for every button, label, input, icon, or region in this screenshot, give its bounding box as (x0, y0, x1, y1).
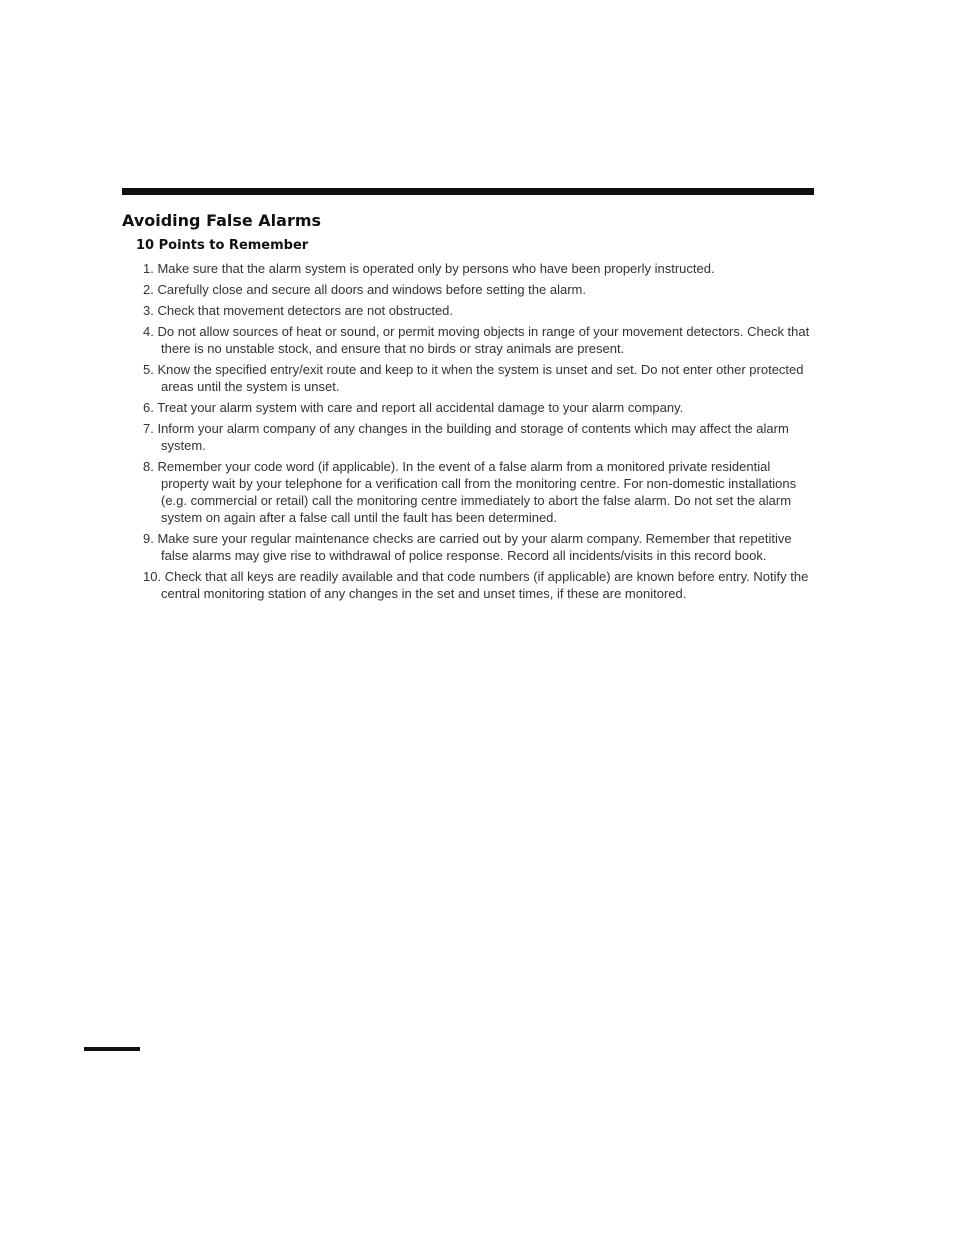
list-item-number: 9. (143, 531, 154, 546)
list-item-number: 3. (143, 303, 154, 318)
list-item-text: Check that all keys are readily available and that code numbers (if applicable) are known before entry. Notify the central monitoring station of any changes in the set and unset times, if these are monitored. (161, 569, 809, 601)
list-item-number: 10. (143, 569, 162, 584)
list-item (143, 302, 811, 319)
list-item (143, 281, 811, 298)
list-item (143, 399, 811, 416)
list-item (143, 458, 811, 526)
section-title: Avoiding False Alarms (122, 211, 322, 230)
list-item-text: Remember your code word (if applicable). In the event of a false alarm from a monitored private residential property wait by your telephone for a verification call from the monitoring centre. For non-domestic installations (e.g. commercial or retail) call the monitoring centre immediately to abort the false alarm. Do not set the alarm system on again after a false call until the fault has been determined. (157, 459, 797, 525)
bottom-divider-rule (84, 1047, 140, 1051)
list-item-text: Make sure that the alarm system is operated only by persons who have been properly instructed. (157, 261, 715, 276)
list-item-text: Treat your alarm system with care and report all accidental damage to your alarm company. (157, 400, 684, 415)
list-item-text: Do not allow sources of heat or sound, or permit moving objects in range of your movement detectors. Check that there is no unstable stock, and ensure that no birds or stray animals are present. (157, 324, 810, 356)
list-item (143, 323, 811, 357)
list-item-text: Make sure your regular maintenance checks are carried out by your alarm company. Remember that repetitive false alarms may give rise to withdrawal of police response. Record all incidents/visits in this record book. (157, 531, 792, 563)
list-item-text: Inform your alarm company of any changes in the building and storage of contents which may affect the alarm system. (157, 421, 789, 453)
points-list (143, 260, 811, 606)
top-divider-rule (122, 188, 814, 195)
list-item-number: 4. (143, 324, 154, 339)
list-item-text: Carefully close and secure all doors and windows before setting the alarm. (157, 282, 586, 297)
list-item (143, 260, 811, 277)
list-item (143, 568, 811, 602)
list-item (143, 530, 811, 564)
list-item-text: Know the specified entry/exit route and keep to it when the system is unset and set. Do not enter other protected areas until the system is unset. (157, 362, 804, 394)
list-item-number: 5. (143, 362, 154, 377)
list-item-number: 2. (143, 282, 154, 297)
section-subheading: 10 Points to Remember (136, 238, 309, 253)
list-item-number: 7. (143, 421, 154, 436)
list-item (143, 361, 811, 395)
list-item-number: 8. (143, 459, 154, 474)
list-item-number: 1. (143, 261, 154, 276)
list-item (143, 420, 811, 454)
list-item-number: 6. (143, 400, 154, 415)
list-item-text: Check that movement detectors are not obstructed. (157, 303, 454, 318)
